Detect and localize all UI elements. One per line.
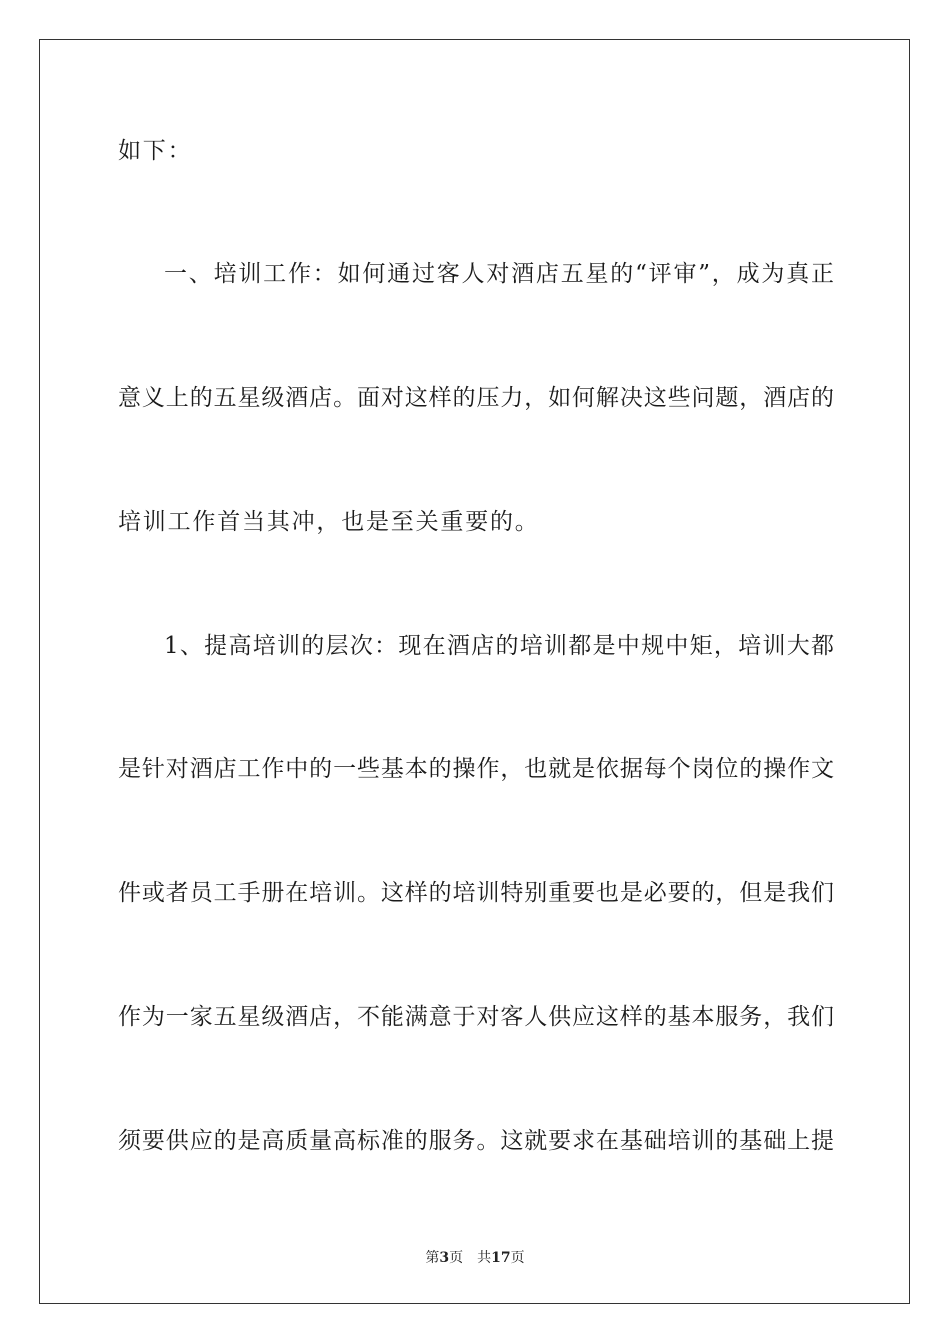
- page-number: 3: [439, 1250, 450, 1266]
- text-line-7: 件或者员工手册在培训。这样的培训特别重要也是必要的，但是我们: [118, 880, 834, 906]
- text-line-1: 如下：: [118, 138, 193, 164]
- total-suffix: 页: [510, 1250, 525, 1266]
- page-suffix: 页: [449, 1250, 464, 1266]
- total-prefix: 共: [477, 1250, 492, 1266]
- text-line-2: 一、培训工作：如何通过客人对酒店五星的“评审”，成为真正: [164, 261, 834, 287]
- text-line-9: 须要供应的是高质量高标准的服务。这就要求在基础培训的基础上提: [118, 1128, 834, 1154]
- text-line-5: 1、提高培训的层次：现在酒店的培训都是中规中矩，培训大都: [164, 633, 834, 659]
- page-prefix: 第: [425, 1250, 440, 1266]
- text-line-3: 意义上的五星级酒店。面对这样的压力，如何解决这些问题，酒店的: [118, 385, 834, 411]
- text-line-8: 作为一家五星级酒店，不能满意于对客人供应这样的基本服务，我们: [118, 1004, 834, 1030]
- total-pages: 17: [491, 1250, 511, 1266]
- page-frame: [39, 39, 910, 1304]
- page-footer: [0, 1248, 950, 1268]
- text-line-6: 是针对酒店工作中的一些基本的操作，也就是依据每个岗位的操作文: [118, 756, 834, 782]
- text-line-4: 培训工作首当其冲，也是至关重要的。: [118, 509, 540, 535]
